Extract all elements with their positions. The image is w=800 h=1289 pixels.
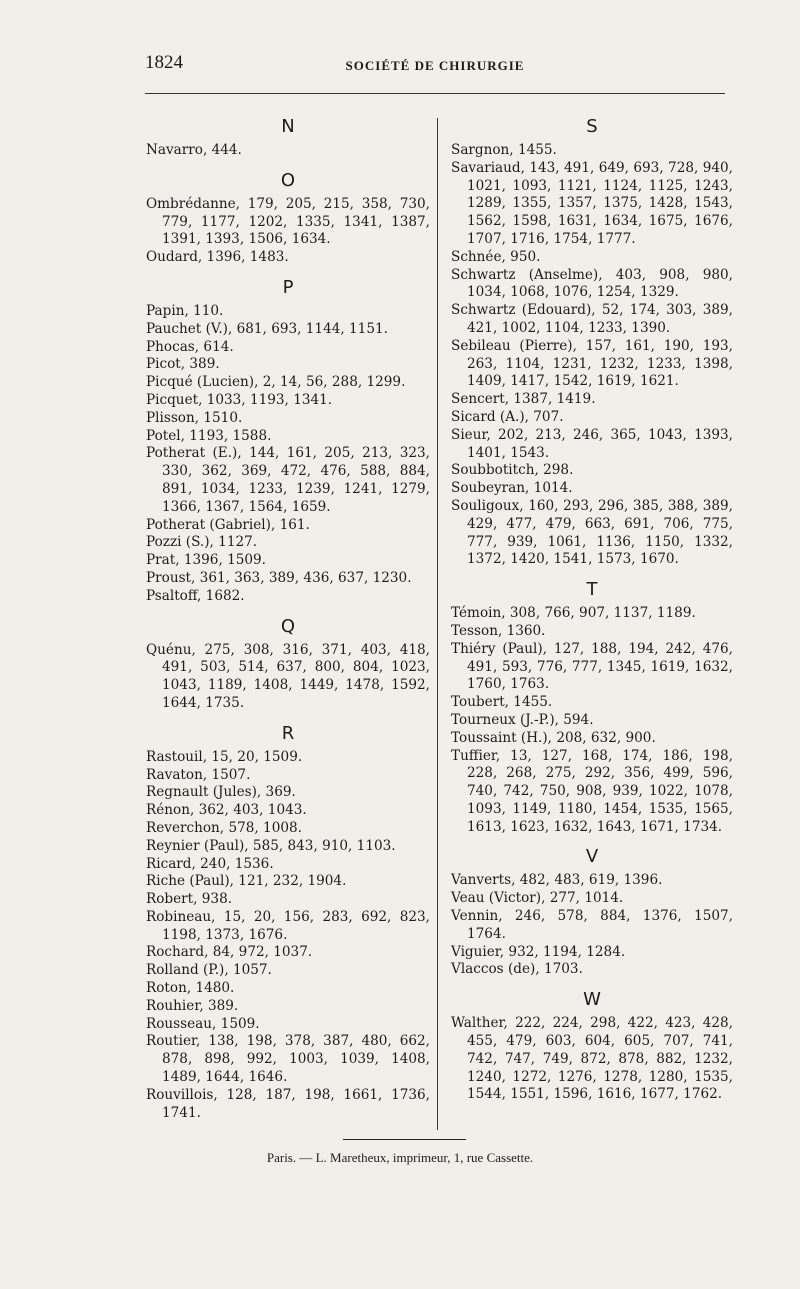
index-section-p [146,273,430,606]
section-letter: Q [280,615,296,637]
section-letter: W [583,989,601,1011]
index-entry: Robineau, 15, 20, 156, 283, 692, 823, 1198, 1373, 1676. [146,908,430,943]
index-entry: Vlaccos (de), 1703. [451,961,583,978]
page-number: 1824 [145,52,183,73]
index-section-s [451,112,733,569]
index-entry: Papin, 110. [146,302,224,319]
index-entry: Potherat (Gabriel), 161. [146,516,310,533]
index-entry: Sebileau (Pierre), 157, 161, 190, 193, 263, 1104, 1231, 1232, 1233, 1398, 1409, 1417, 1542, 1619, 1621. [451,337,733,390]
index-entry: Pozzi (S.), 1127. [146,534,258,551]
index-left-column [146,112,430,1122]
index-section-q [146,612,430,713]
printer-imprint: Paris. — L. Maretheux, imprimeur, 1, rue Cassette. [266,1150,534,1165]
index-entry: Rousseau, 1509. [146,1015,260,1032]
index-section-t [451,575,733,836]
index-entry: Rouhier, 389. [146,997,239,1014]
section-letter: S [586,116,598,137]
index-entry: Schwartz (Edouard), 52, 174, 303, 389, 421, 1002, 1104, 1233, 1390. [451,302,733,336]
index-entry: Toussaint (H.), 208, 632, 900. [451,729,656,746]
index-entry: Navarro, 444. [146,142,242,158]
index-entry: Tourneux (J.-P.), 594. [451,711,594,728]
section-letter: R [281,722,295,744]
section-letter: O [280,169,296,191]
index-entry: Vennin, 246, 578, 884, 1376, 1507, 1764. [451,908,733,942]
index-entry: Rouvillois, 128, 187, 198, 1661, 1736, 1741. [146,1086,430,1121]
index-entry: Walther, 222, 224, 298, 422, 423, 428, 455, 479, 603, 604, 605, 707, 741, 742, 747, 749, 872, 878, 882, 1232, 1240, 1272, 1276, 1278, 1280, 1535, 1544, 1551, 1596, 1616, 1677, 1762. [451,1015,733,1103]
index-entry: Routier, 138, 198, 378, 387, 480, 662, 878, 898, 992, 1003, 1039, 1408, 1489, 1644, 1646. [146,1033,430,1086]
index-section-w [451,985,733,1104]
index-entry: Sencert, 1387, 1419. [451,391,596,408]
index-entry: Toubert, 1455. [451,694,553,711]
index-entry: Thiéry (Paul), 127, 188, 194, 242, 476, 491, 593, 776, 777, 1345, 1619, 1632, 1760, 1763. [451,640,733,693]
index-entry: Sargnon, 1455. [451,142,557,158]
index-entry: Rastouil, 15, 20, 1509. [146,748,303,765]
index-entry: Reverchon, 578, 1008. [146,819,302,836]
index-entry: Regnault (Jules), 369. [146,784,296,801]
index-entry: Pauchet (V.), 681, 693, 1144, 1151. [146,320,388,337]
index-entry: Picquet, 1033, 1193, 1341. [146,391,333,408]
index-section-r [146,719,430,1123]
index-entry: Rolland (P.), 1057. [146,962,272,979]
index-entry: Soubeyran, 1014. [451,480,573,497]
index-entry: Tuffier, 13, 127, 168, 174, 186, 198, 228, 268, 275, 292, 356, 499, 596, 740, 742, 750, 908, 939, 1022, 1078, 1093, 1149, 1180, 1454, 1535, 1565, 1613, 1623, 1632, 1643, 1671, 1734. [451,747,733,835]
index-entry: Picot, 389. [146,356,220,373]
index-entry: Veau (Victor), 277, 1014. [451,890,624,907]
index-entry: Roton, 1480. [146,980,235,997]
section-letter: P [282,276,294,298]
index-section-v [451,842,733,979]
index-entry: Picqué (Lucien), 2, 14, 56, 288, 1299. [146,374,406,391]
index-section-o [146,166,430,267]
index-entry: Potel, 1193, 1588. [146,427,272,444]
index-entry: Psaltoff, 1682. [146,587,245,604]
index-entry: Oudard, 1396, 1483. [146,249,289,266]
section-letter: T [586,579,598,601]
index-entry: Sieur, 202, 213, 246, 365, 1043, 1393, 1401, 1543. [451,426,733,461]
section-letter: V [585,846,599,868]
index-entry: Rochard, 84, 972, 1037. [146,944,313,961]
index-entry: Rénon, 362, 403, 1043. [146,802,307,819]
index-entry: Quénu, 275, 308, 316, 371, 403, 418, 491, 503, 514, 637, 800, 804, 1023, 1043, 1189, 1408, 1449, 1478, 1592, 1644, 1735. [146,641,430,711]
index-entry: Témoin, 308, 766, 907, 1137, 1189. [451,605,696,622]
index-entry: Potherat (E.), 144, 161, 205, 213, 323, 330, 362, 369, 472, 476, 588, 884, 891, 1034, 1233, 1239, 1241, 1279, 1366, 1367, 1564, 1659. [146,445,430,515]
index-entry: Tesson, 1360. [451,622,546,639]
index-section-n [146,112,430,160]
index-entry: Phocas, 614. [146,338,234,355]
index-entry: Souligoux, 160, 293, 296, 385, 388, 389, 429, 477, 479, 663, 691, 706, 775, 777, 939, 1061, 1136, 1150, 1332, 1372, 1420, 1541, 1573, 1670. [451,497,733,568]
index-entry: Riche (Paul), 121, 232, 1904. [146,873,347,890]
index-entry: Schnée, 950. [451,248,541,265]
index-entry: Plisson, 1510. [146,409,243,426]
index-entry: Ravaton, 1507. [146,766,251,783]
index-entry: Sicard (A.), 707. [451,408,564,425]
index-right-column [451,112,733,1104]
index-entry: Ombrédanne, 179, 205, 215, 358, 730, 779, 1177, 1202, 1335, 1341, 1387, 1391, 1393, 1506, 1634. [146,195,430,248]
index-entry: Robert, 938. [146,891,233,908]
index-entry: Ricard, 240, 1536. [146,855,274,872]
index-entry: Prat, 1396, 1509. [146,552,267,569]
index-entry: Proust, 361, 363, 389, 436, 637, 1230. [146,569,412,586]
index-entry: Vanverts, 482, 483, 619, 1396. [451,872,663,889]
running-head: SOCIÉTÉ DE CHIRURGIE [345,58,525,73]
index-entry: Soubbotitch, 298. [451,462,574,479]
footer-rule [343,1139,466,1140]
index-entry: Savariaud, 143, 491, 649, 693, 728, 940, 1021, 1093, 1121, 1124, 1125, 1243, 1289, 1355, 1357, 1375, 1428, 1543, 1562, 1598, 1631, 1634, 1675, 1676, 1707, 1716, 1754, 1777. [451,159,733,247]
column-divider [437,118,438,1130]
header-rule [145,93,725,94]
index-entry: Schwartz (Anselme), 403, 908, 980, 1034, 1068, 1076, 1254, 1329. [451,266,733,301]
index-entry: Viguier, 932, 1194, 1284. [451,943,626,960]
section-letter: N [281,116,295,137]
index-entry: Reynier (Paul), 585, 843, 910, 1103. [146,837,396,854]
page-header [145,52,725,82]
